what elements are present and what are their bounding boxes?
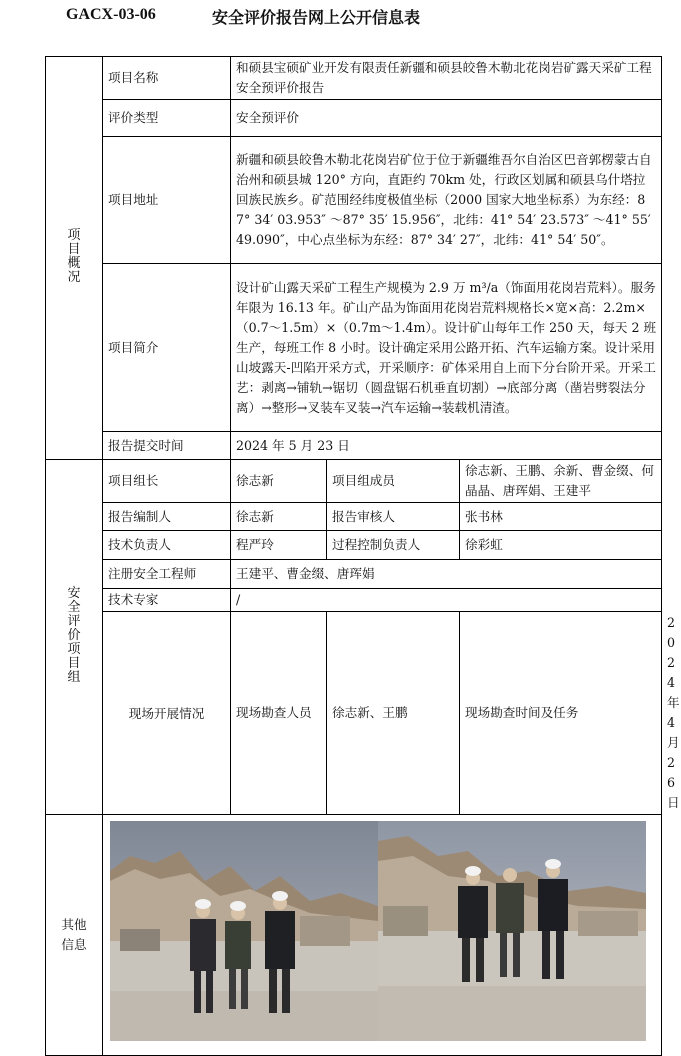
members-value: 徐志新、王鹏、余新、曹金缀、何晶晶、唐珲娟、王建平 xyxy=(460,460,662,503)
row-intro xyxy=(46,264,662,432)
address-label: 项目地址 xyxy=(103,137,231,264)
survey-time-label: 现场勘查时间及任务 xyxy=(460,612,662,815)
process-lead-label: 过程控制负责人 xyxy=(327,531,460,560)
row-eval-type xyxy=(46,100,662,137)
site-photo-1 xyxy=(110,821,378,1041)
row-site-survey: 现场开展情况 现场勘查人员 徐志新、王鹏 现场勘查时间及任务 2024 年 4 月 26日 xyxy=(46,612,662,815)
members-label: 项目组成员 xyxy=(327,460,460,503)
author-label: 报告编制人 xyxy=(103,503,231,531)
row-project-name xyxy=(46,57,662,100)
row-experts xyxy=(46,589,662,612)
experts-value: / xyxy=(231,589,662,612)
process-lead-value: 徐彩虹 xyxy=(460,531,662,560)
reviewer-label: 报告审核人 xyxy=(327,503,460,531)
intro-label: 项目简介 xyxy=(103,264,231,432)
section-other: 其他信息 xyxy=(46,815,103,1056)
surveyors-label: 现场勘查人员 xyxy=(231,612,327,815)
page-title: 安全评价报告网上公开信息表 xyxy=(212,8,421,27)
engineers-label: 注册安全工程师 xyxy=(103,560,231,589)
leader-label: 项目组长 xyxy=(103,460,231,503)
page-header xyxy=(0,4,681,28)
photos-cell xyxy=(103,815,662,1056)
row-leader xyxy=(46,460,662,503)
section-team: 安全评价项目组 xyxy=(46,460,103,815)
project-name-label: 项目名称 xyxy=(103,57,231,100)
section-overview: 项目概况 xyxy=(46,57,103,460)
project-name-value: 和硕县宝硕矿业开发有限责任新疆和硕县皎鲁木勒北花岗岩矿露天采矿工程安全预评价报告 xyxy=(231,57,662,100)
row-submit-date xyxy=(46,432,662,460)
row-engineers xyxy=(46,560,662,589)
row-address xyxy=(46,137,662,264)
document-code: GACX-03-06 xyxy=(66,6,156,23)
site-photo-2 xyxy=(378,821,646,1041)
author-value: 徐志新 xyxy=(231,503,327,531)
tech-lead-label: 技术负责人 xyxy=(103,531,231,560)
address-value: 新疆和硕县皎鲁木勒北花岗岩矿位于位于新疆维吾尔自治区巴音郭楞蒙古自治州和硕县城 120° 方向，直距约 70km 处，行政区划属和硕县乌什塔拉回族民族乡。矿范围经纬度极值坐标（2000 国家大地坐标系）为东经：87° 34′ 03.953″ ～87° 35′ 15.956″，北纬：41° 54′ 23.573″ ～41° 55′ 49.090″，中心点坐标为东经：87° 34′ 27″，北纬：41° 54′ 50″。 xyxy=(231,137,662,264)
info-table xyxy=(45,56,680,1056)
leader-value: 徐志新 xyxy=(231,460,327,503)
row-other-info xyxy=(46,815,662,1056)
eval-type-value: 安全预评价 xyxy=(231,100,662,137)
eval-type-label: 评价类型 xyxy=(103,100,231,137)
engineers-value: 王建平、曹金缀、唐珲娟 xyxy=(231,560,662,589)
experts-label: 技术专家 xyxy=(103,589,231,612)
row-author xyxy=(46,503,662,531)
row-tech-lead xyxy=(46,531,662,560)
submit-date-label: 报告提交时间 xyxy=(103,432,231,460)
tech-lead-value: 程严玲 xyxy=(231,531,327,560)
submit-date-value: 2024 年 5 月 23 日 xyxy=(231,432,662,460)
surveyors-value: 徐志新、王鹏 xyxy=(327,612,460,815)
reviewer-value: 张书林 xyxy=(460,503,662,531)
intro-value: 设计矿山露天采矿工程生产规模为 2.9 万 m³/a（饰面用花岗岩荒料）。服务年限为 16.13 年。矿山产品为饰面用花岗岩荒料规格长×宽×高：2.2m×（0.7～1.5m）×（0.7m～1.4m）。设计矿山每年工作 250 天，每天 2 班生产，每班工作 8 小时。设计确定采用公路开拓、汽车运输方案。设计采用山坡露天-凹陷开采方式，开采顺序：矿体采用自上而下分台阶开采。开采工艺：剥离→铺轨→锯切（圆盘锯石机垂直切割）→底部分离（凿岩劈裂法分离）→整形→叉装车叉装→汽车运输→装载机清渣。 xyxy=(231,264,662,432)
section-site: 现场开展情况 xyxy=(103,612,231,815)
